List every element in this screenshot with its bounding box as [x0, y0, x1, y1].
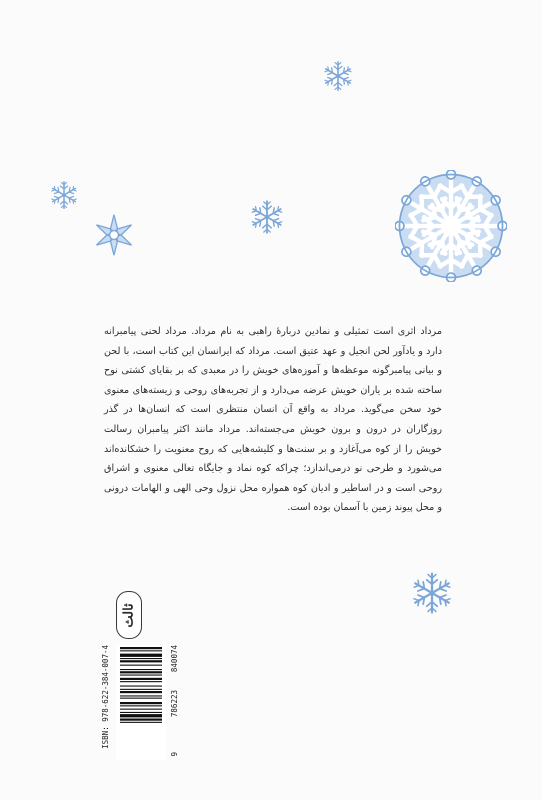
back-cover-blurb	[104, 322, 442, 518]
publisher-logo	[116, 591, 142, 639]
snowflake-icon-medium	[249, 199, 285, 235]
snowflake-icon-star	[92, 213, 136, 257]
isbn-barcode	[116, 645, 166, 760]
isbn-label: ISBN: 978-622-384-007-4	[101, 645, 110, 749]
blurb-paragraph: مرداد اثری است تمثیلی و نمادین دربارهٔ راهبی به نام مرداد. مرداد لحنی پیامبرانه دارد و یادآور لحن انجیل و عهد عتیق است. مرداد که ایرانسان این کتاب است، با لحن و بیانی پیامبرگونه موعظه‌ها و آموزه‌های خویش را در معبدی که بر بقایای کشتی نوح ساخته شده بر یاران خویش عرضه می‌دارد و از تجربه‌های روحی و زیسته‌های معنوی خود سخن می‌گوید. مرداد به واقع آن انسان منتظری است که انسان‌ها در گذر روزگاران در درون و برون خویش می‌جسته‌اند. مرداد مانند اکثر پیامبران رسالت خویش را از کوه می‌آغازد و بر سنت‌ها و کلیشه‌هایی که روح معنویت را خشکانده‌اند می‌شورد و طرحی نو درمی‌اندازد؛ چراکه کوه نماد و جایگاه تعالی معنوی و اشراق روحی است و در اساطیر و ادیان کوه همواره محل نزول وحی الهی و الهامات درونی و محل پیوند زمین با آسمان بوده است.	[104, 326, 442, 514]
publisher-logo-text: ثالث	[121, 602, 137, 628]
barcode-digits-right: 840074	[170, 645, 179, 673]
snowflake-icon-large	[395, 170, 507, 282]
snowflake-icon-small-top	[322, 60, 354, 92]
snowflake-icon-bottom-right	[410, 571, 454, 615]
snowflake-icon-small-left	[49, 180, 79, 210]
barcode-digits-left: 786223	[170, 690, 179, 718]
barcode-digit-first: 9	[170, 752, 179, 757]
